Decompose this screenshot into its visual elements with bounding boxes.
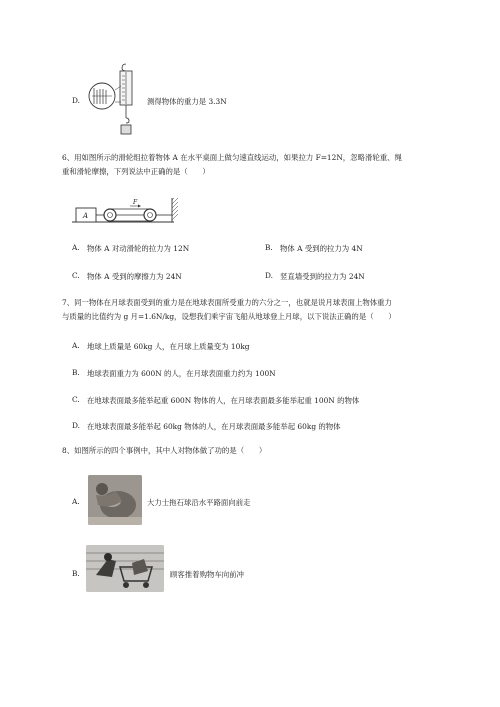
block-a-label: A — [83, 212, 89, 220]
q6-stem-line1: 6、用如图所示的滑轮组拉着物体 A 在水平桌面上做匀速直线运动，如果拉力 F=12N，忽略滑轮重、绳 — [62, 153, 402, 162]
q7-option-d-letter: D. — [72, 421, 81, 430]
q7-option-c-text: 在地球表面最多能举起重 600N 物体的人，在月球表面最多能举起重 100N 的物体 — [87, 396, 360, 405]
q6-option-b-text: 物体 A 受到的拉力为 4N — [280, 244, 363, 253]
q7-option-a-text: 地球上质量是 60kg 人，在月球上质量变为 10kg — [87, 342, 250, 351]
q7-option-c-letter: C. — [72, 395, 80, 404]
q6-option-c-letter: C. — [72, 271, 80, 280]
q6-option-b-letter: B. — [265, 243, 273, 252]
q7-stem-line2: 与质量的比值约为 g 月=1.6N/kg，设想我们乘宇宙飞船从地球登上月球，以下说法正确的是（ ） — [62, 312, 396, 321]
q7-option-b-letter: B. — [72, 368, 80, 377]
spring-scale-figure — [84, 62, 144, 142]
q8-option-b-letter: B. — [72, 569, 80, 578]
strongman-stone-photo — [88, 475, 142, 525]
q6-option-a-letter: A. — [72, 243, 80, 252]
q8-stem: 8、如图所示的四个事例中，其中人对物体做了功的是（ ） — [62, 446, 267, 455]
q7-option-a-letter: A. — [72, 341, 80, 350]
q8-option-a-text: 大力士拖石球沿水平路面向前走 — [147, 498, 251, 507]
q6-option-c-text: 物体 A 受到的摩擦力为 24N — [87, 272, 182, 281]
q7-stem-line1: 7、同一物体在月球表面受到的重力是在地球表面所受重力的六分之一，也就是说月球表面上物体重力 — [62, 298, 392, 307]
q5-option-d-text: 测得物体的重力是 3.3N — [147, 97, 227, 106]
q5-option-d-letter: D. — [72, 96, 81, 105]
q8-option-b-text: 顾客推着购物车向前冲 — [170, 570, 244, 579]
q6-option-a-text: 物体 A 对动滑轮的拉力为 12N — [87, 244, 190, 253]
q7-option-b-text: 地球表面重力为 600N 的人，在月球表面重力约为 100N — [87, 369, 276, 378]
shopping-cart-photo — [86, 545, 164, 592]
force-f-label: F — [133, 199, 138, 206]
q6-stem-line2: 重和滑轮摩擦，下列说法中正确的是（ ） — [62, 167, 210, 176]
q7-option-d-text: 在地球表面最多能举起 60kg 物体的人，在月球表面最多能举起 60kg 的物体 — [87, 422, 341, 431]
pulley-system-figure — [72, 198, 182, 224]
q6-option-d-letter: D. — [265, 271, 274, 280]
q6-option-d-text: 竖直墙受到的拉力为 24N — [280, 272, 365, 281]
q8-option-a-letter: A. — [72, 497, 80, 506]
